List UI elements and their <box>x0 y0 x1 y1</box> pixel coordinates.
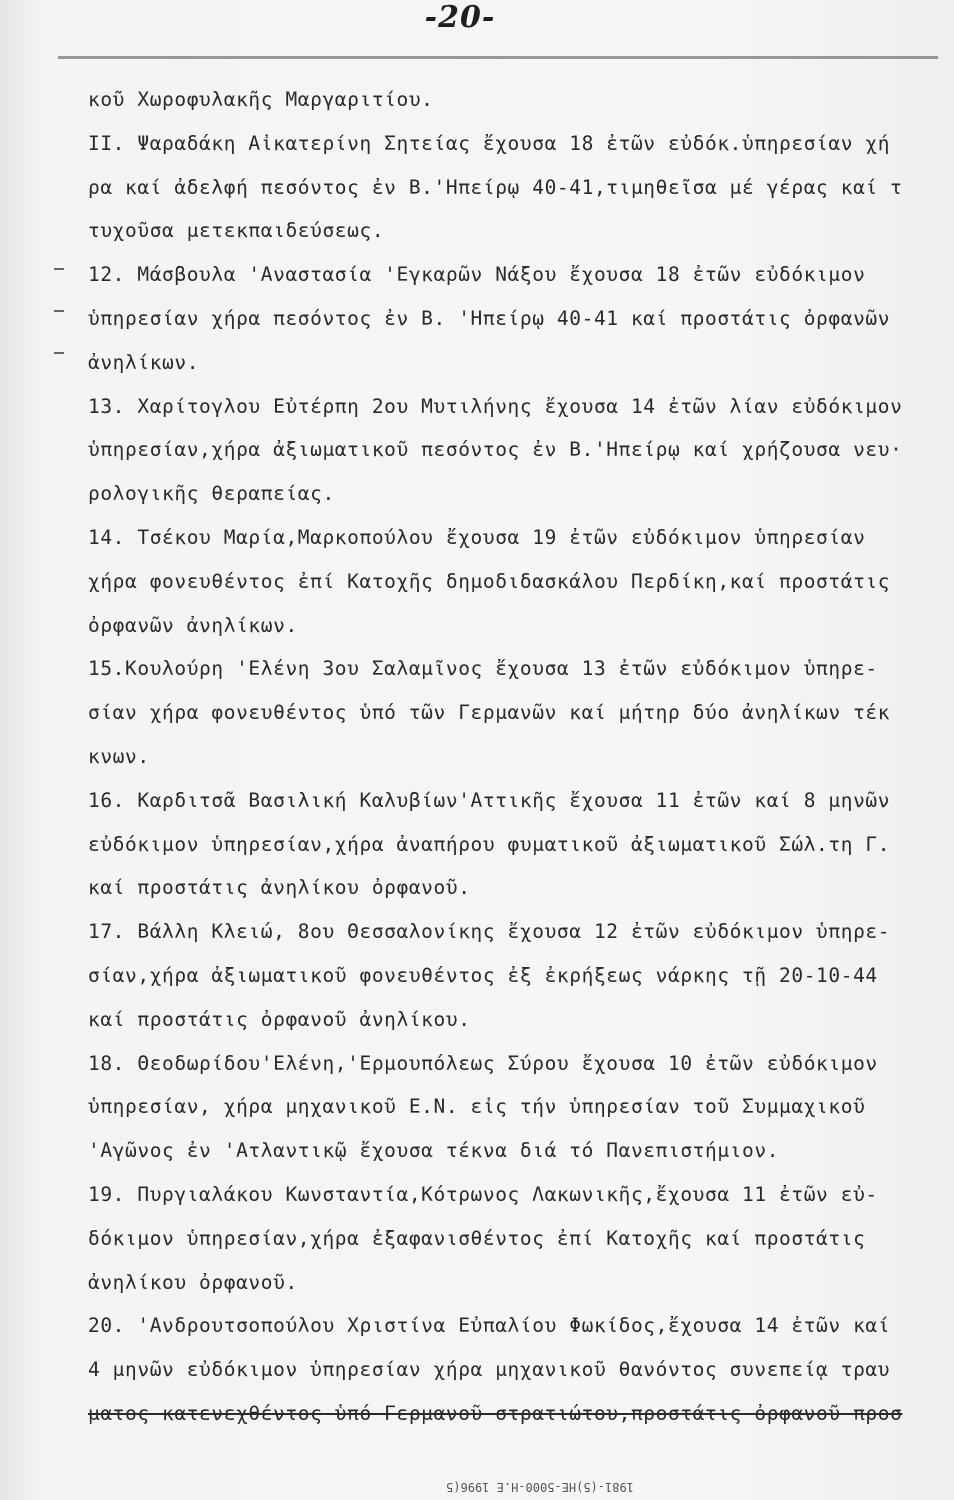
text-line: δόκιμον ὑπηρεσίαν,χήρα ἐξαφανισθέντος ἐπί Κατοχῆς καί προστάτις <box>88 1226 866 1250</box>
text-line: 4 μηνῶν εὐδόκιμον ὑπηρεσίαν χήρα μηχανικοῦ θανόντος συνεπείᾳ τραυ <box>88 1358 891 1382</box>
text-line: II. Ψαραδάκη Αἰκατερίνη Σητείας ἔχουσα 18 ἐτῶν εὐδόκ.ὑπηρεσίαν χή <box>88 131 891 155</box>
footer-print-mark: 1981-(5)ΗΕ-5000-Η.Ε 1996(5 <box>446 1480 634 1494</box>
top-rule <box>58 56 938 59</box>
text-line: εὐδόκιμον ὑπηρεσίαν,χήρα ἀναπήρου φυματικοῦ ἀξιωματικοῦ Σώλ.τη Γ. <box>88 832 891 856</box>
text-line: ὑπηρεσίαν,χήρα ἀξιωματικοῦ πεσόντος ἐν Β.'Ηπείρῳ καί χρήζουσα νευ· <box>88 438 903 462</box>
text-line: ρολογικῆς θεραπείας. <box>88 482 335 506</box>
text-line: σίαν,χήρα ἀξιωματικοῦ φονευθέντος ἐξ ἐκρήξεως νάρκης τῇ 20-10-44 <box>88 963 878 987</box>
margin-mark <box>54 310 64 312</box>
text-line: 'Αγῶνος ἐν 'Ατλαντικῷ ἔχουσα τέκνα διά τό Πανεπιστήμιον. <box>88 1139 780 1163</box>
text-line: ὀρφανῶν ἀνηλίκων. <box>88 613 298 637</box>
text-line: 13. Χαρίτογλου Εὐτέρπη 2ου Μυτιλήνης ἔχουσα 14 ἐτῶν λίαν εὐδόκιμον <box>88 394 903 418</box>
text-line: κοῦ Χωροφυλακῆς Μαργαριτίου. <box>88 88 434 111</box>
text-line: 17. Βάλλη Κλειώ, 8ου Θεσσαλονίκης ἔχουσα 12 ἐτῶν εὐδόκιμον ὑπηρε- <box>88 920 891 944</box>
typed-text-body <box>88 78 938 1436</box>
text-line: 16. Καρδιτσᾶ Βασιλική Καλυβίων'Αττικῆς ἔχουσα 11 ἐτῶν καί 8 μηνῶν <box>88 788 891 812</box>
text-line: ἀνηλίκων. <box>88 350 200 374</box>
text-line: 18. Θεοδωρίδου'Ελένη,'Ερμουπόλεως Σύρου ἔχουσα 10 ἐτῶν εὐδόκιμον <box>88 1051 878 1075</box>
text-line: 14. Τσέκου Μαρία,Μαρκοπούλου ἔχουσα 19 ἐτῶν εὐδόκιμον ὑπηρεσίαν <box>88 525 866 549</box>
text-line: σίαν χήρα φονευθέντος ὑπό τῶν Γερμανῶν καί μήτηρ δύο ἀνηλίκων τέκ <box>88 701 891 725</box>
text-line: καί προστάτις ἀνηλίκου ὀρφανοῦ. <box>88 876 471 900</box>
text-line: ὑπηρεσίαν χήρα πεσόντος ἐν Β. 'Ηπείρῳ 40-41 καί προστάτις ὀρφανῶν <box>88 306 891 330</box>
text-line: κνων. <box>88 744 150 768</box>
text-line: ὑπηρεσίαν, χήρα μηχανικοῦ Ε.Ν. εἰς τήν ὑπηρεσίαν τοῦ Συμμαχικοῦ <box>88 1095 866 1119</box>
margin-mark <box>54 352 64 354</box>
text-line: 15.Κουλούρη 'Ελένη 3ου Σαλαμῖνος ἔχουσα 13 ἐτῶν εὐδόκιμον ὑπηρε- <box>88 657 878 681</box>
text-line: 20. 'Ανδρουτσοπούλου Χριστίνα Εὐπαλίου Φωκίδος,ἔχουσα 14 ἐτῶν καί <box>88 1314 891 1338</box>
text-line: τυχοῦσα μετεκπαιδεύσεως. <box>88 219 385 243</box>
margin-mark <box>54 268 64 270</box>
page-number: -20- <box>424 0 496 35</box>
text-line: καί προστάτις ὀρφανοῦ ἀνηλίκου. <box>88 1007 471 1031</box>
left-margin <box>8 0 78 1500</box>
text-line: χήρα φονευθέντος ἐπί Κατοχῆς δημοδιδασκάλου Περδίκη,καί προστάτις <box>88 569 891 593</box>
text-line-struck: ματος κατενεχθέντος ὑπό Γερμανοῦ στρατιώτου,προστάτις ὀρφανοῦ προσ <box>88 1401 903 1425</box>
text-line: 12. Μάσβουλα 'Αναστασία 'Εγκαρῶν Νάξου ἔχουσα 18 ἐτῶν εὐδόκιμον <box>88 263 866 287</box>
text-line: ἀνηλίκου ὀρφανοῦ. <box>88 1270 298 1294</box>
text-line: ρα καί ἀδελφή πεσόντος ἐν Β.'Ηπείρῳ 40-41,τιμηθεῖσα μέ γέρας καί τ <box>88 175 903 199</box>
text-line: 19. Πυργιαλάκου Κωνσταντία,Κότρωνος Λακωνικῆς,ἔχουσα 11 ἐτῶν εὐ- <box>88 1182 878 1206</box>
